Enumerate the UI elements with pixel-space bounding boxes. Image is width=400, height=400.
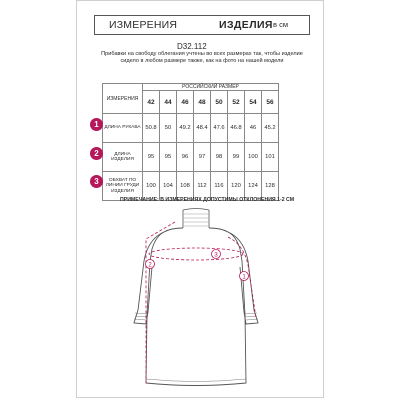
tolerance-note: ПРИМЕЧАНИЕ: В ИЗМЕРЕНИЯХ ДОПУСТИМЫ ОТКЛОНЕНИЯ 1-2 СМ	[120, 197, 295, 203]
table-cell: 100	[245, 143, 262, 172]
table-cell: 120	[228, 172, 245, 201]
table-cell: 128	[262, 172, 279, 201]
table-cell: 95	[143, 143, 160, 172]
table-cell: 50	[160, 114, 177, 143]
table-cell: 112	[194, 172, 211, 201]
dress-outline	[146, 228, 246, 386]
size-system-label: РОССИЙСКИЙ РАЗМЕР	[143, 84, 279, 91]
garment-sketch	[76, 205, 324, 395]
size-header: 46	[177, 91, 194, 114]
row-label: ДЛИНА ИЗДЕЛИЯ	[103, 143, 143, 172]
size-header: 52	[228, 91, 245, 114]
size-header: 50	[211, 91, 228, 114]
intro-text: Прибавки на свободу облегания учтены во всех размерах так, чтобы изделие сидело в любом размере также, как на фото на нашей модели	[101, 51, 303, 64]
table-cell: 46	[245, 114, 262, 143]
size-table	[102, 83, 279, 201]
svg-text:2: 2	[148, 262, 152, 269]
size-header: 44	[160, 91, 177, 114]
svg-text:3: 3	[214, 252, 218, 259]
row-label: ОБХВАТ ПО ЛИНИИ ГРУДИ ИЗДЕЛИЯ	[103, 172, 143, 201]
length-line	[146, 222, 175, 385]
title-word-measurements: ИЗМЕРЕНИЯ	[109, 19, 178, 31]
article-code: D32.112	[177, 42, 207, 51]
marker-3	[212, 250, 221, 259]
size-header: 42	[143, 91, 160, 114]
table-cell: 50.8	[143, 114, 160, 143]
table-cell: 124	[245, 172, 262, 201]
row-badge-1: 1	[90, 118, 103, 131]
size-header: 48	[194, 91, 211, 114]
marker-2	[146, 260, 155, 269]
table-cell: 45.2	[262, 114, 279, 143]
table-cell: 98	[211, 143, 228, 172]
size-header: 56	[262, 91, 279, 114]
table-cell: 116	[211, 172, 228, 201]
table-cell: 101	[262, 143, 279, 172]
table-cell: 95	[160, 143, 177, 172]
table-cell: 99	[228, 143, 245, 172]
table-row	[103, 114, 279, 143]
table-cell: 97	[194, 143, 211, 172]
table-cell: 47.6	[211, 114, 228, 143]
table-cell: 96	[177, 143, 194, 172]
marker-1	[240, 272, 249, 281]
size-header: 54	[245, 91, 262, 114]
row-label: ДЛИНА РУКАВА	[103, 114, 143, 143]
table-cell: 104	[160, 172, 177, 201]
title-unit: в см	[273, 20, 288, 29]
svg-text:1: 1	[242, 274, 246, 281]
row-badge-2: 2	[90, 147, 103, 160]
hem-ribbing	[146, 379, 246, 382]
row-badge-3: 3	[90, 175, 103, 188]
table-cell: 46.8	[228, 114, 245, 143]
chest-girth-line	[149, 248, 243, 260]
cuff-ribbing	[134, 313, 258, 320]
table-row	[103, 143, 279, 172]
table-cell: 108	[177, 172, 194, 201]
table-cell: 100	[143, 172, 160, 201]
table-corner-label: ИЗМЕРЕНИЯ	[103, 84, 143, 114]
table-cell: 48.4	[194, 114, 211, 143]
title-box	[94, 15, 310, 35]
title-word-item: ИЗДЕЛИЯ	[219, 19, 273, 31]
table-cell: 49.2	[177, 114, 194, 143]
collar-outline	[183, 209, 209, 229]
